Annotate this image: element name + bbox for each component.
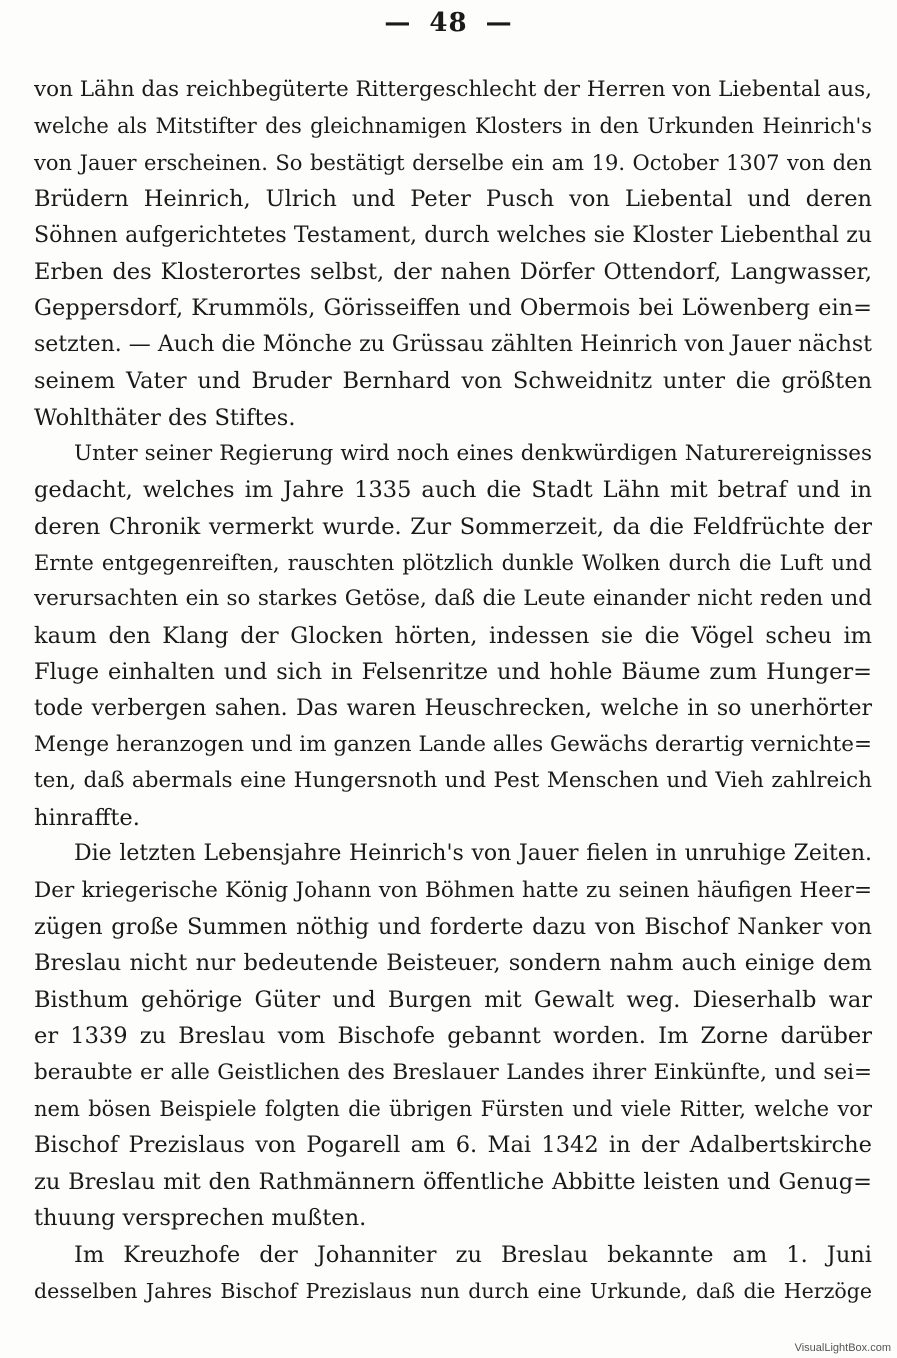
watermark: VisualLightBox.com — [794, 1342, 891, 1354]
text-line: von Lähn das reichbegüterte Rittergeschlecht der Herren von Liebental aus, — [34, 77, 872, 102]
text-line: seinem Vater und Bruder Bernhard von Schweidnitz unter die größten — [34, 368, 872, 395]
text-line: Bischof Prezislaus von Pogarell am 6. Mai 1342 in der Adalbertskirche — [34, 1132, 872, 1159]
text-line: gedacht, welches im Jahre 1335 auch die Stadt Lähn mit betraf und in — [34, 477, 872, 504]
text-line: zu Breslau mit den Rathmännern öffentliche Abbitte leisten und Genug= — [34, 1168, 872, 1195]
text-line: von Jauer erscheinen. So bestätigt derselbe ein am 19. October 1307 von den — [34, 150, 872, 175]
text-line: deren Chronik vermerkt wurde. Zur Sommerzeit, da die Feldfrüchte der — [34, 513, 872, 540]
text-line: hinraffte. — [34, 804, 140, 831]
text-line: setzten. — Auch die Mönche zu Grüssau zählten Heinrich von Jauer nächst — [34, 331, 872, 357]
text-line: kaum den Klang der Glocken hörten, indessen sie die Vögel scheu im — [34, 622, 872, 649]
text-line: Bisthum gehörige Güter und Burgen mit Gewalt weg. Dieserhalb war — [34, 986, 872, 1013]
text-line: tode verbergen sahen. Das waren Heuschrecken, welche in so unerhörter — [34, 695, 872, 721]
page-number: 48 — [429, 8, 468, 38]
text-line: Geppersdorf, Krummöls, Görisseiffen und Obermois bei Löwenberg ein= — [34, 295, 872, 322]
text-line: verursachten ein so starkes Getöse, daß die Leute einander nicht reden und — [34, 586, 872, 612]
text-line: Menge heranzogen und im ganzen Lande alles Gewächs derartig vernichte= — [34, 732, 872, 758]
body-text — [34, 72, 872, 1309]
text-line: Unter seiner Regierung wird noch eines denkwürdigen Naturereignisses — [74, 440, 872, 466]
text-line: Ernte entgegenreiften, rauschten plötzlich dunkle Wolken durch die Luft und — [34, 551, 872, 576]
text-line: beraubte er alle Geistlichen des Breslauer Landes ihrer Einkünfte, und sei= — [34, 1059, 872, 1085]
text-line: Fluge einhalten und sich in Felsenritze und hohle Bäume zum Hunger= — [34, 659, 872, 686]
header-dash-left: — — [384, 8, 412, 38]
page-number-header — [0, 8, 897, 38]
text-line: zügen große Summen nöthig und forderte dazu von Bischof Nanker von — [34, 913, 872, 940]
header-dash-right: — — [485, 8, 513, 38]
text-line: Brüdern Heinrich, Ulrich und Peter Pusch von Liebental und deren — [34, 186, 872, 213]
text-line: Im Kreuzhofe der Johanniter zu Breslau bekannte am 1. Juni — [74, 1241, 872, 1268]
text-line: desselben Jahres Bischof Prezislaus nun durch eine Urkunde, daß die Herzöge — [34, 1278, 872, 1303]
text-line: welche als Mitstifter des gleichnamigen Klosters in den Urkunden Heinrich's — [34, 114, 872, 139]
text-line: Breslau nicht nur bedeutende Beisteuer, sondern nahm auch einige dem — [34, 950, 872, 977]
text-line: Erben des Klosterortes selbst, der nahen Dörfer Ottendorf, Langwasser, — [34, 258, 872, 285]
text-line: er 1339 zu Breslau vom Bischofe gebannt worden. Im Zorne darüber — [34, 1023, 872, 1050]
text-line: Die letzten Lebensjahre Heinrich's von Jauer fielen in unruhige Zeiten. — [74, 841, 872, 867]
text-line: ten, daß abermals eine Hungersnoth und Pest Menschen und Vieh zahlreich — [34, 768, 872, 794]
text-line: Der kriegerische König Johann von Böhmen hatte zu seinen häufigen Heer= — [34, 877, 872, 903]
text-line: nem bösen Beispiele folgten die übrigen Fürsten und viele Ritter, welche vor — [34, 1096, 872, 1121]
text-line: Wohlthäter des Stiftes. — [34, 404, 296, 431]
text-line: Söhnen aufgerichtetes Testament, durch welches sie Kloster Liebenthal zu — [34, 222, 872, 248]
text-line: thuung versprechen mußten. — [34, 1205, 367, 1232]
